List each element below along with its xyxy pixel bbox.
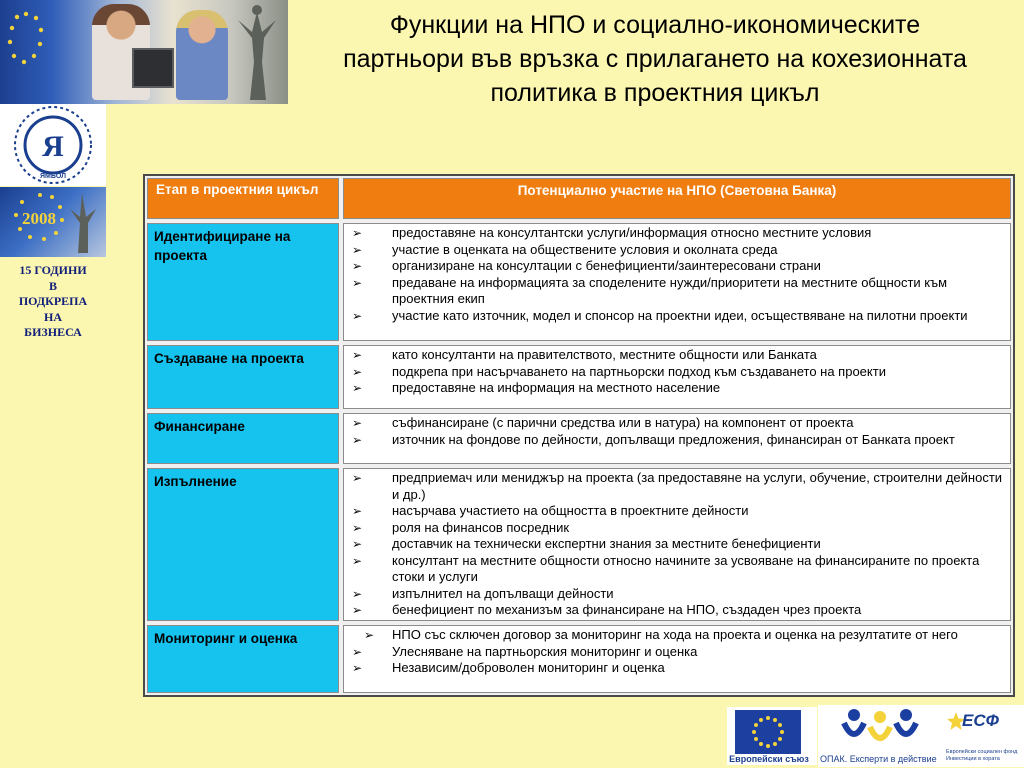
items-cell bbox=[343, 468, 1011, 621]
list-item bbox=[350, 536, 1004, 553]
arrow-bullet-icon: ➢ bbox=[352, 242, 363, 257]
list-item-text: Независим/доброволен мониторинг и оценка bbox=[392, 660, 665, 675]
arrow-bullet-icon: ➢ bbox=[352, 520, 363, 535]
table-row bbox=[147, 343, 1011, 411]
list-item bbox=[350, 275, 1004, 308]
items-cell bbox=[343, 625, 1011, 693]
arrow-bullet-icon: ➢ bbox=[352, 275, 363, 290]
arrow-bullet-icon: ➢ bbox=[352, 661, 363, 675]
list-item-text: Улесняване на партньорския мониторинг и оценка bbox=[392, 643, 698, 659]
arrow-bullet-icon: ➢ bbox=[364, 628, 375, 642]
items-cell bbox=[343, 413, 1011, 464]
list-item-text: доставчик на технически експертни знания за местните бенефициенти bbox=[392, 536, 821, 551]
item-list bbox=[350, 347, 1004, 397]
list-item bbox=[350, 602, 1004, 619]
list-item bbox=[350, 258, 1004, 275]
list-item-text: организиране на консултации с бенефициенти/заинтересовани страни bbox=[392, 258, 821, 273]
item-list bbox=[350, 225, 1004, 324]
logo-2008 bbox=[0, 187, 106, 257]
stage-label: Изпълнение bbox=[154, 474, 237, 489]
list-item-text: участие в оценката на обществените условия и околната среда bbox=[392, 241, 778, 257]
arrow-bullet-icon: ➢ bbox=[352, 432, 363, 447]
table-row bbox=[147, 623, 1011, 695]
svg-text:Я: Я bbox=[42, 130, 64, 163]
list-item bbox=[350, 225, 1004, 242]
arrow-bullet-icon: ➢ bbox=[352, 644, 363, 659]
stage-label: Финансиране bbox=[154, 419, 245, 434]
eu-flag-icon bbox=[735, 710, 801, 754]
list-item bbox=[350, 432, 1004, 449]
list-item bbox=[350, 364, 1004, 381]
arrow-bullet-icon: ➢ bbox=[352, 471, 363, 485]
arrow-bullet-icon: ➢ bbox=[352, 308, 363, 323]
arrow-bullet-icon: ➢ bbox=[352, 259, 363, 273]
esf-caption: Европейски социален фонд Инвестиции в хората bbox=[946, 749, 1018, 762]
table-row bbox=[147, 411, 1011, 466]
list-item bbox=[350, 627, 1004, 644]
arrow-bullet-icon: ➢ bbox=[352, 586, 363, 601]
header-photo-collage bbox=[0, 0, 288, 104]
yambol-logo bbox=[0, 104, 106, 186]
item-list bbox=[350, 415, 1004, 448]
list-item-text: предприемач или мениджър на проекта (за предоставяне на услуги, обучение, строителни дейности и др.) bbox=[392, 470, 1003, 502]
list-item-text: насърчава участието на общността в проектните дейности bbox=[392, 503, 749, 518]
list-item-text: изпълнител на допълващи дейности bbox=[392, 585, 614, 601]
arrow-bullet-icon: ➢ bbox=[352, 381, 363, 395]
yambol-emblem-icon bbox=[0, 104, 106, 186]
statue-icon bbox=[232, 2, 282, 102]
project-cycle-table bbox=[143, 174, 1015, 697]
list-item-text: консултант на местните общности относно начините за усвояване на финансираните по проекта стоки и услуги bbox=[392, 552, 980, 584]
list-item bbox=[350, 553, 1004, 586]
list-item bbox=[350, 644, 1004, 661]
arrow-bullet-icon: ➢ bbox=[352, 603, 363, 617]
yambol-logo-text: ЯМБОЛ bbox=[39, 173, 67, 180]
table-row bbox=[147, 221, 1011, 343]
list-item bbox=[350, 415, 1004, 432]
stage-label: Идентифициране на проекта bbox=[154, 229, 291, 263]
stage-cell bbox=[147, 223, 339, 341]
list-item-text: източник на фондове по дейности, допълващи предложения, финансиран от Банката проект bbox=[392, 431, 955, 447]
list-item bbox=[350, 503, 1004, 520]
list-item bbox=[350, 347, 1004, 364]
arrow-bullet-icon: ➢ bbox=[352, 504, 363, 518]
eu-logo bbox=[727, 707, 817, 765]
list-item bbox=[350, 470, 1004, 503]
stage-label: Създаване на проекта bbox=[154, 351, 304, 366]
table-header-row bbox=[147, 176, 1011, 221]
list-item-text: подкрепа при насърчаването на партньорски подход към създаването на проекти bbox=[392, 363, 886, 379]
list-item-text: като консултанти на правителството, местните общности или Банката bbox=[392, 347, 817, 362]
photo-person-right bbox=[176, 10, 228, 100]
list-item bbox=[350, 660, 1004, 677]
list-item-text: НПО със сключен договор за мониторинг на хода на проекта и оценка на резултатите от него bbox=[392, 627, 958, 642]
stage-label: Мониторинг и оценка bbox=[154, 631, 298, 646]
table-row bbox=[147, 466, 1011, 623]
items-cell bbox=[343, 223, 1011, 341]
list-item bbox=[350, 242, 1004, 259]
list-item-text: участие като източник, модел и спонсор на проектни идеи, осъществяване на пилотни проекти bbox=[392, 307, 968, 323]
sidebar-caption: 15 ГОДИНИ В ПОДКРЕПА НА БИЗНЕСА bbox=[18, 263, 88, 339]
eu-stars-icon bbox=[6, 8, 46, 68]
header-stage: Етап в проектния цикъл bbox=[147, 178, 339, 219]
page-title: Функции на НПО и социално-икономическите партньори във връзка с прилагането на кохезионната политика в проектния цикъл bbox=[343, 11, 967, 107]
list-item bbox=[350, 520, 1004, 537]
opak-logo bbox=[818, 705, 942, 767]
eu-caption: Европейски съюз bbox=[729, 754, 809, 764]
list-item bbox=[350, 380, 1004, 397]
logo-2008-year: 2008 bbox=[22, 209, 56, 228]
arrow-bullet-icon: ➢ bbox=[352, 553, 363, 568]
list-item bbox=[350, 308, 1004, 325]
esf-logo bbox=[942, 705, 1024, 767]
item-list bbox=[350, 470, 1004, 619]
arrow-bullet-icon: ➢ bbox=[352, 226, 363, 240]
stage-cell bbox=[147, 468, 339, 621]
header-participation: Потенциално участие на НПО (Световна Банка) bbox=[343, 178, 1011, 219]
photo-monitor bbox=[132, 48, 174, 88]
esf-logo-text: ЕСФ bbox=[962, 711, 999, 730]
arrow-bullet-icon: ➢ bbox=[352, 348, 363, 362]
arrow-bullet-icon: ➢ bbox=[352, 416, 363, 430]
stage-cell bbox=[147, 345, 339, 409]
arrow-bullet-icon: ➢ bbox=[352, 537, 363, 551]
stage-cell bbox=[147, 413, 339, 464]
opak-figures-icon bbox=[818, 705, 942, 755]
list-item-text: предаване на информацията за споделените нужди/приоритети на местните общности към проектния екип bbox=[392, 274, 948, 306]
arrow-bullet-icon: ➢ bbox=[352, 364, 363, 379]
list-item-text: бенефициент по механизъм за финансиране на НПО, създаден чрез проекта bbox=[392, 602, 862, 617]
list-item-text: предоставяне на информация на местното население bbox=[392, 380, 721, 395]
opak-caption: ОПАК. Експерти в действие bbox=[820, 754, 937, 764]
list-item bbox=[350, 586, 1004, 603]
items-cell bbox=[343, 345, 1011, 409]
list-item-text: съфинансиране (с парични средства или в натура) на компонент от проекта bbox=[392, 415, 854, 430]
list-item-text: роля на финансов посредник bbox=[392, 519, 570, 535]
list-item-text: предоставяне на консултантски услуги/информация относно местните условия bbox=[392, 225, 872, 240]
item-list bbox=[350, 627, 1004, 677]
stage-cell bbox=[147, 625, 339, 693]
